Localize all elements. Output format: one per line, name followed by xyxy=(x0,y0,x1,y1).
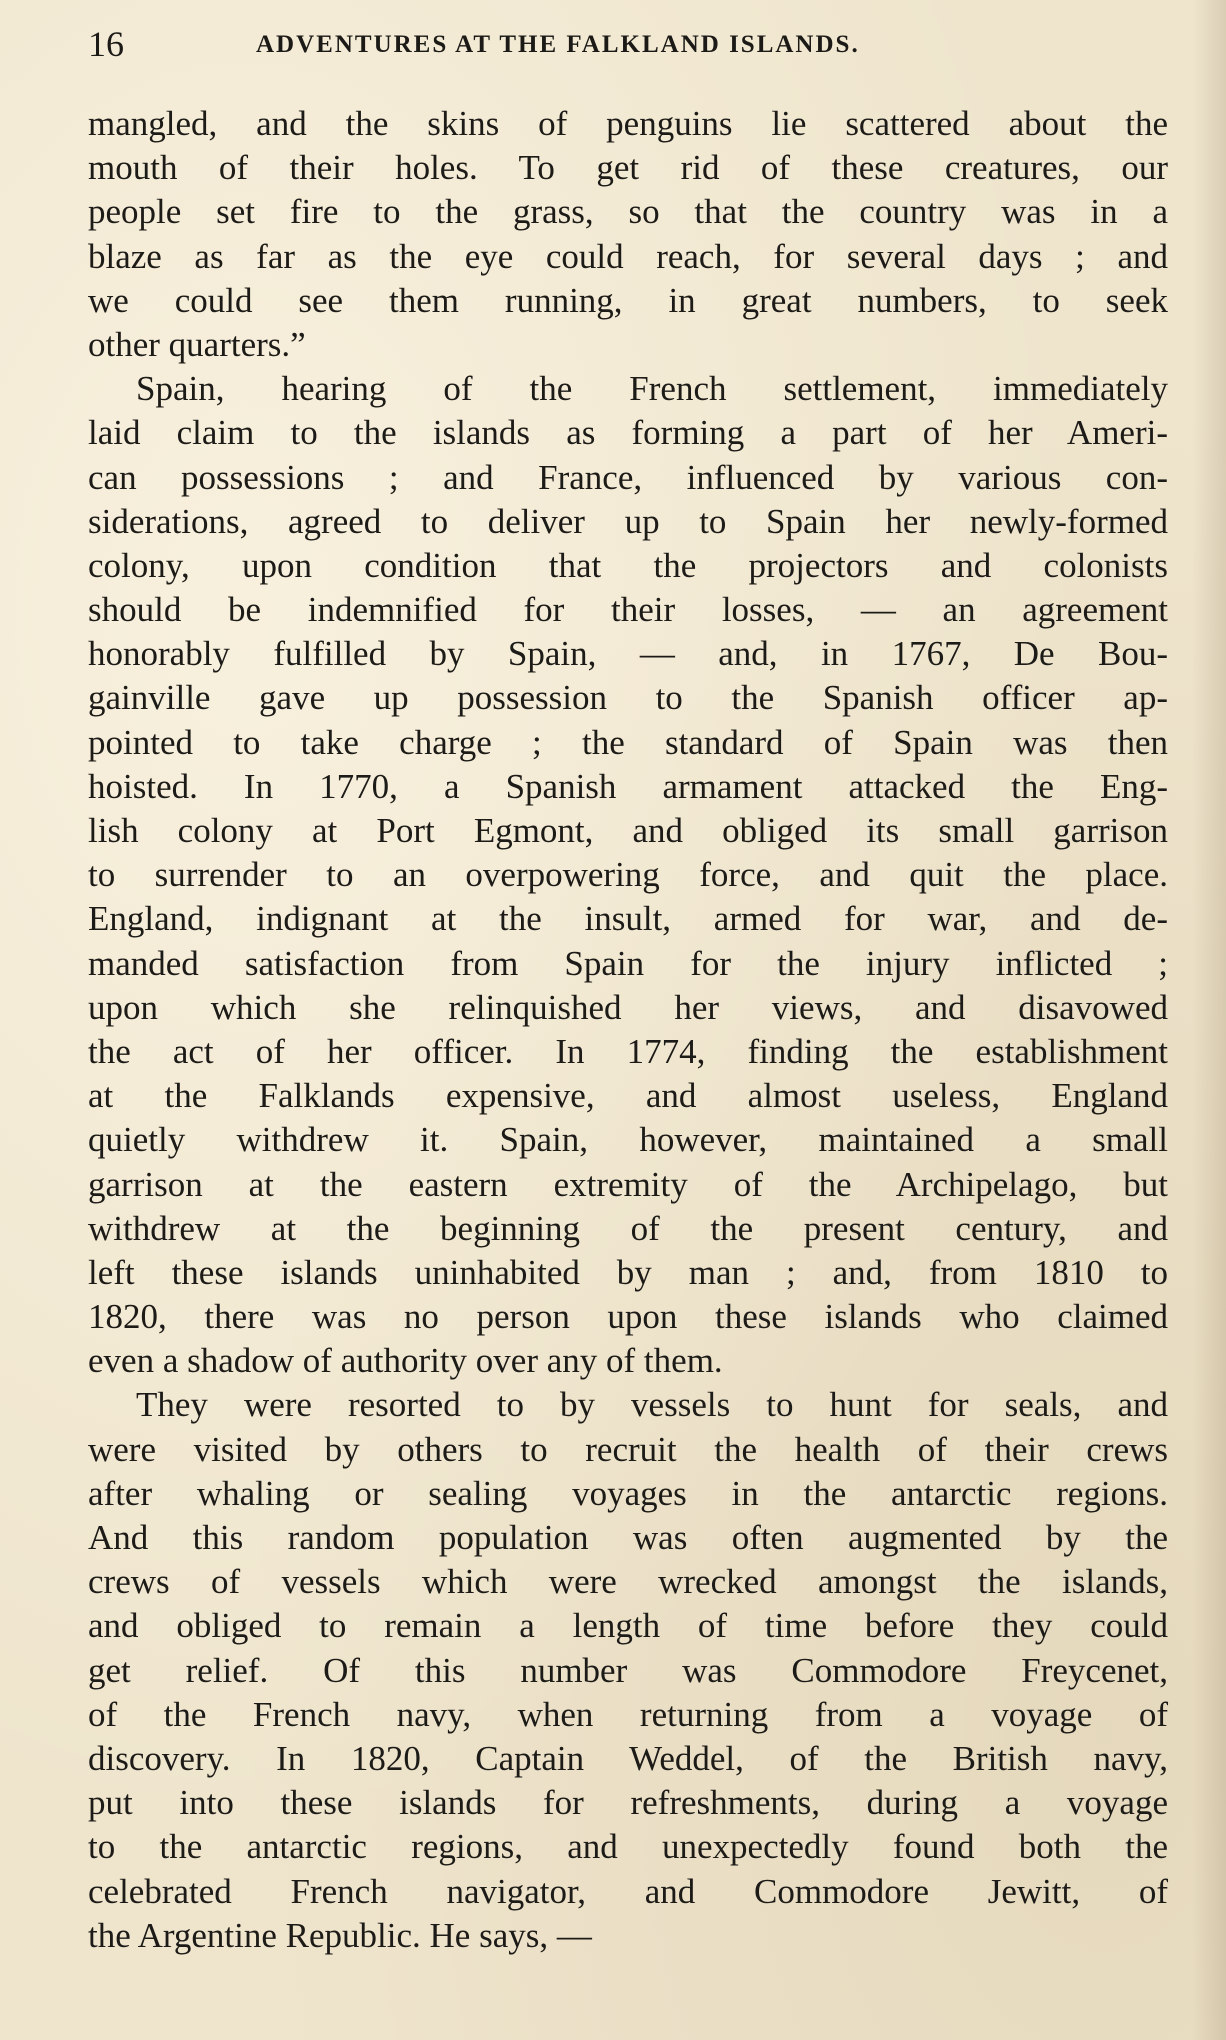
text-line: put into these islands for refreshments, during a voyage xyxy=(88,1783,1168,1823)
text-line: get relief. Of this number was Commodore Freycenet, xyxy=(88,1650,1168,1690)
text-line: crews of vessels which were wrecked amongst the islands, xyxy=(88,1562,1168,1602)
text-line: manded satisfaction from Spain for the injury inflicted ; xyxy=(88,943,1168,983)
text-line: And this random population was often augmented by the xyxy=(88,1518,1168,1557)
text-line: mouth of their holes. To get rid of these creatures, our xyxy=(88,148,1168,188)
text-line: pointed to take charge ; the standard of Spain was then xyxy=(88,722,1168,762)
page-header xyxy=(88,24,1008,64)
text-line: siderations, agreed to deliver up to Spain her newly-formed xyxy=(88,501,1168,541)
text-line: people set fire to the grass, so that the country was in a xyxy=(88,192,1168,232)
text-line: the Argentine Republic. He says, — xyxy=(88,1915,592,1955)
text-line: even a shadow of authority over any of them. xyxy=(88,1341,723,1381)
page-number: 16 xyxy=(88,24,124,64)
text-line: colony, upon condition that the projectors and colonists xyxy=(88,545,1168,585)
text-line: of the French navy, when returning from a voyage of xyxy=(88,1694,1168,1734)
text-line: mangled, and the skins of penguins lie scattered about the xyxy=(88,104,1168,143)
text-line: to surrender to an overpowering force, and quit the place. xyxy=(88,855,1168,895)
text-line: quietly withdrew it. Spain, however, maintained a small xyxy=(88,1120,1168,1160)
text-line: discovery. In 1820, Captain Weddel, of the British navy, xyxy=(88,1738,1168,1778)
text-line: after whaling or sealing voyages in the antarctic regions. xyxy=(88,1473,1168,1513)
text-line: other quarters.” xyxy=(88,324,306,364)
text-line: England, indignant at the insult, armed for war, and de- xyxy=(88,899,1168,939)
text-line: laid claim to the islands as forming a part of her Ameri- xyxy=(88,413,1168,453)
text-line: should be indemnified for their losses, — an agreement xyxy=(88,590,1168,630)
text-line: gainville gave up possession to the Spanish officer ap- xyxy=(88,678,1168,718)
text-line: withdrew at the beginning of the present century, and xyxy=(88,1208,1168,1248)
text-line: upon which she relinquished her views, and disavowed xyxy=(88,987,1168,1027)
text-line: 1820, there was no person upon these islands who claimed xyxy=(88,1297,1168,1337)
text-line: lish colony at Port Egmont, and obliged its small garrison xyxy=(88,811,1168,850)
page-edge-shadow xyxy=(1192,0,1226,2040)
text-line: to the antarctic regions, and unexpectedly found both the xyxy=(88,1827,1168,1867)
text-line: left these islands uninhabited by man ; and, from 1810 to xyxy=(88,1252,1168,1292)
text-line: Spain, hearing of the French settlement, immediately xyxy=(136,369,1168,409)
text-line: were visited by others to recruit the health of their crews xyxy=(88,1429,1168,1469)
text-line: celebrated French navigator, and Commodore Jewitt, of xyxy=(88,1871,1168,1911)
text-line: and obliged to remain a length of time before they could xyxy=(88,1606,1168,1646)
text-line: hoisted. In 1770, a Spanish armament attacked the Eng- xyxy=(88,766,1168,806)
text-line: They were resorted to by vessels to hunt for seals, and xyxy=(136,1385,1168,1425)
text-line: honorably fulfilled by Spain, — and, in 1767, De Bou- xyxy=(88,634,1168,674)
text-line: garrison at the eastern extremity of the Archipelago, but xyxy=(88,1164,1168,1204)
text-line: blaze as far as the eye could reach, for several days ; and xyxy=(88,236,1168,276)
running-title: ADVENTURES AT THE FALKLAND ISLANDS. xyxy=(256,31,860,58)
text-line: can possessions ; and France, influenced by various con- xyxy=(88,457,1168,497)
text-line: the act of her officer. In 1774, finding the establishment xyxy=(88,1031,1168,1071)
body-text xyxy=(88,102,1168,1958)
text-line: at the Falklands expensive, and almost useless, England xyxy=(88,1076,1168,1116)
text-line: we could see them running, in great numbers, to seek xyxy=(88,280,1168,320)
